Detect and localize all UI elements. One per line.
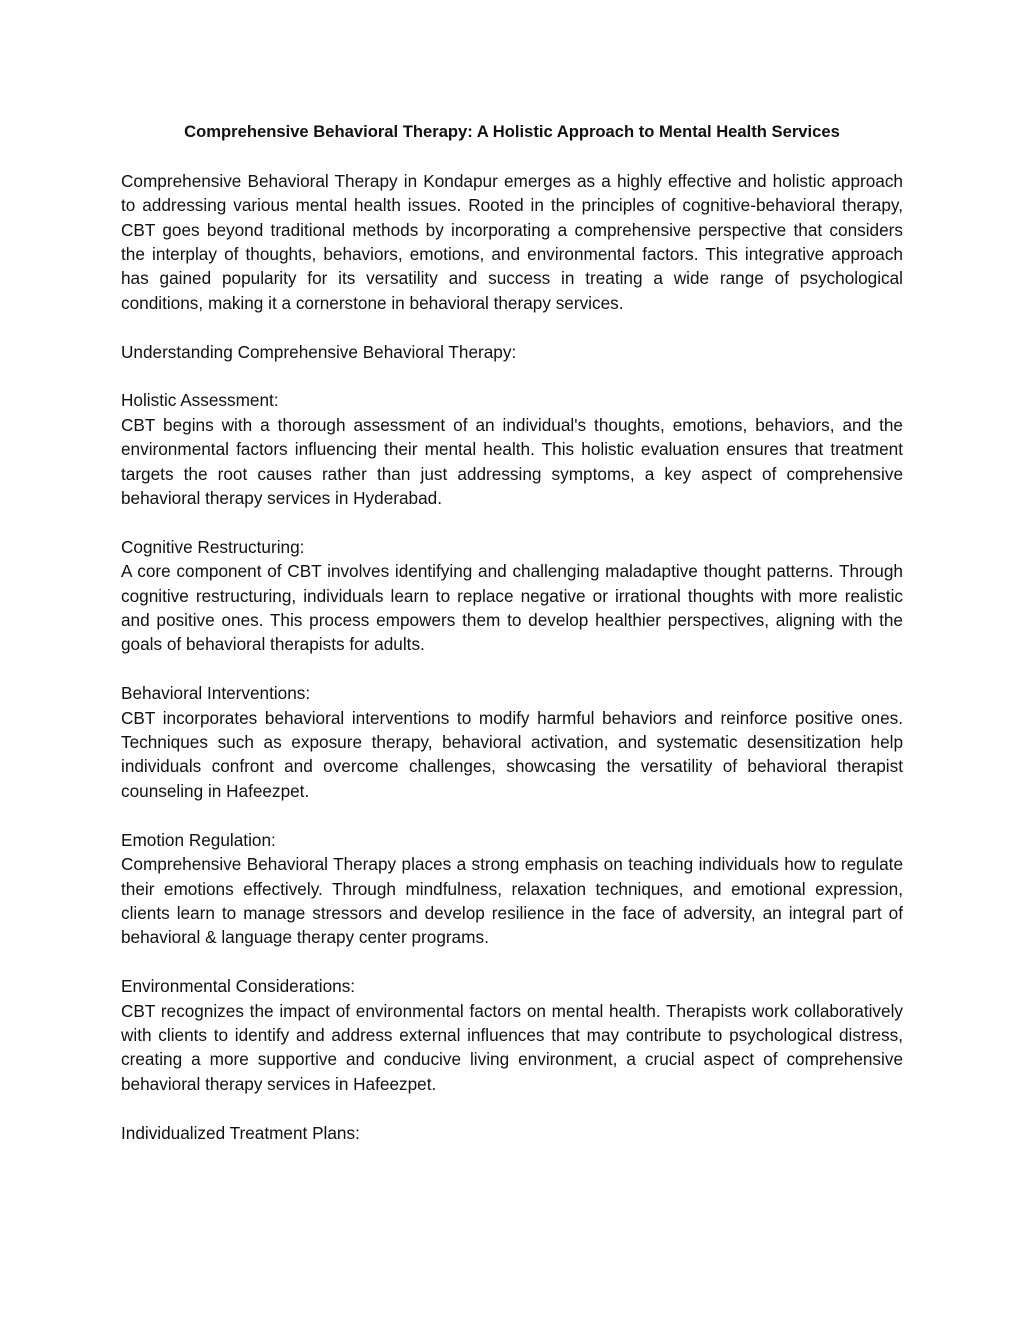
section-body: CBT recognizes the impact of environmental factors on mental health. Therapists work collaboratively with clients to identify and address external influences that may contribute to psychological distress, creating a more supportive and conducive living environment, a crucial aspect of comprehensive behavioral therapy services in Hafeezpet. [121,1000,903,1094]
section-emotion-regulation [121,828,903,950]
section-body: CBT incorporates behavioral interventions to modify harmful behaviors and reinforce positive ones. Techniques such as exposure therapy, behavioral activation, and systematic desensitization help individuals confront and overcome challenges, showcasing the versatility of behavioral therapist counseling in Hafeezpet. [121,707,903,801]
individualized-treatment-heading: Individualized Treatment Plans: [121,1122,360,1143]
section-body: A core component of CBT involves identifying and challenging maladaptive thought patterns. Through cognitive restructuring, individuals learn to replace negative or irrational thoughts with more realistic and positive ones. This process empowers them to develop healthier perspectives, aligning with the goals of behavioral therapists for adults. [121,561,903,655]
section-environmental-considerations [121,974,903,1096]
intro-paragraph: Comprehensive Behavioral Therapy in Kondapur emerges as a highly effective and holistic approach to addressing various mental health issues. Rooted in the principles of cognitive-behavioral therapy, CBT goes beyond traditional methods by incorporating a comprehensive perspective that considers the interplay of thoughts, behaviors, emotions, and environmental factors. This integrative approach has gained popularity for its versatility and success in treating a wide range of psychological conditions, making it a cornerstone in behavioral therapy services. [121,170,903,313]
section-holistic-assessment [121,388,903,510]
section-heading: Emotion Regulation: [121,829,276,850]
document-title: Comprehensive Behavioral Therapy: A Holistic Approach to Mental Health Services [184,122,840,141]
section-body: Comprehensive Behavioral Therapy places a strong emphasis on teaching individuals how to regulate their emotions effectively. Through mindfulness, relaxation techniques, and emotional expression, clients learn to manage stressors and develop resilience in the face of adversity, an integral part of behavioral & language therapy center programs. [121,854,903,948]
section-heading: Behavioral Interventions: [121,683,311,704]
section-behavioral-interventions [121,681,903,803]
document-content [121,120,903,1145]
section-heading: Environmental Considerations: [121,976,356,997]
section-body: CBT begins with a thorough assessment of an individual's thoughts, emotions, behaviors, and the environmental factors influencing their mental health. This holistic evaluation ensures that treatment targets the root causes rather than just addressing symptoms, a key aspect of comprehensive behavioral therapy services in Hyderabad. [121,414,903,509]
section-heading: Cognitive Restructuring: [121,536,305,557]
understanding-subheading: Understanding Comprehensive Behavioral Therapy: [121,341,517,362]
section-cognitive-restructuring [121,535,903,657]
section-heading: Holistic Assessment: [121,390,279,411]
